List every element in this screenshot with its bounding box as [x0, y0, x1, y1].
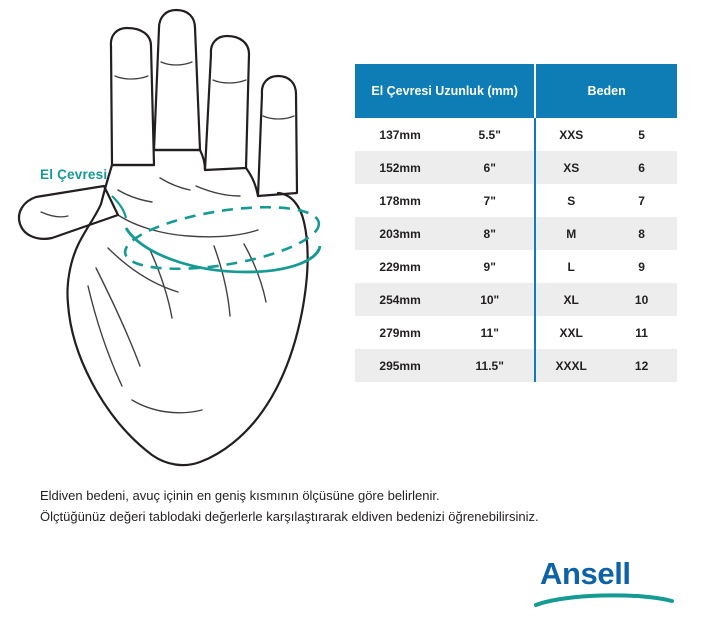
cell-size-number: 11 — [606, 316, 677, 349]
table-row — [355, 217, 677, 250]
cell-mm: 229mm — [355, 250, 445, 283]
ansell-logo — [534, 556, 674, 604]
size-table — [355, 64, 677, 382]
cell-inch: 10" — [445, 283, 535, 316]
ansell-logo-text: Ansell — [540, 556, 631, 591]
table-row — [355, 250, 677, 283]
cell-mm: 254mm — [355, 283, 445, 316]
cell-size-number: 5 — [606, 118, 677, 151]
cell-mm: 279mm — [355, 316, 445, 349]
cell-inch: 5.5" — [445, 118, 535, 151]
cell-size-letter: XL — [535, 283, 606, 316]
cell-inch: 7" — [445, 184, 535, 217]
circumference-label: El Çevresi — [40, 167, 108, 182]
cell-size-letter: M — [535, 217, 606, 250]
cell-inch: 11" — [445, 316, 535, 349]
circumference-front-arc — [126, 228, 320, 272]
size-table-head — [355, 64, 677, 118]
cell-size-number: 7 — [606, 184, 677, 217]
table-row — [355, 151, 677, 184]
cell-mm: 295mm — [355, 349, 445, 382]
hand-illustration — [0, 0, 352, 470]
table-row — [355, 118, 677, 151]
cell-mm: 152mm — [355, 151, 445, 184]
ansell-swoosh-icon — [534, 592, 674, 608]
cell-size-letter: S — [535, 184, 606, 217]
cell-inch: 6" — [445, 151, 535, 184]
hand-outline-svg — [0, 0, 352, 470]
size-table-body — [355, 118, 677, 382]
size-table-header-row — [355, 64, 677, 118]
table-row — [355, 349, 677, 382]
cell-size-letter: XXL — [535, 316, 606, 349]
header-size: Beden — [535, 64, 677, 118]
cell-size-number: 12 — [606, 349, 677, 382]
table-row — [355, 184, 677, 217]
cell-mm: 203mm — [355, 217, 445, 250]
cell-inch: 11.5" — [445, 349, 535, 382]
cell-inch: 9" — [445, 250, 535, 283]
cell-size-letter: XS — [535, 151, 606, 184]
cell-inch: 8" — [445, 217, 535, 250]
size-table-wrap — [355, 64, 677, 382]
cell-size-letter: XXS — [535, 118, 606, 151]
table-row — [355, 316, 677, 349]
table-row — [355, 283, 677, 316]
cell-size-number: 8 — [606, 217, 677, 250]
cell-size-number: 9 — [606, 250, 677, 283]
cell-size-letter: L — [535, 250, 606, 283]
cell-mm: 137mm — [355, 118, 445, 151]
header-hand-circumference: El Çevresi Uzunluk (mm) — [355, 64, 535, 118]
caption-text — [40, 485, 660, 528]
caption-line-2: Ölçtüğünüz değeri tablodaki değerlerle karşılaştırarak eldiven bedenizi öğrenebilirsiniz. — [40, 509, 539, 525]
cell-size-number: 6 — [606, 151, 677, 184]
cell-size-letter: XXXL — [535, 349, 606, 382]
cell-size-number: 10 — [606, 283, 677, 316]
caption-line-1: Eldiven bedeni, avuç içinin en geniş kısmının ölçüsüne göre belirlenir. — [40, 488, 440, 503]
cell-mm: 178mm — [355, 184, 445, 217]
